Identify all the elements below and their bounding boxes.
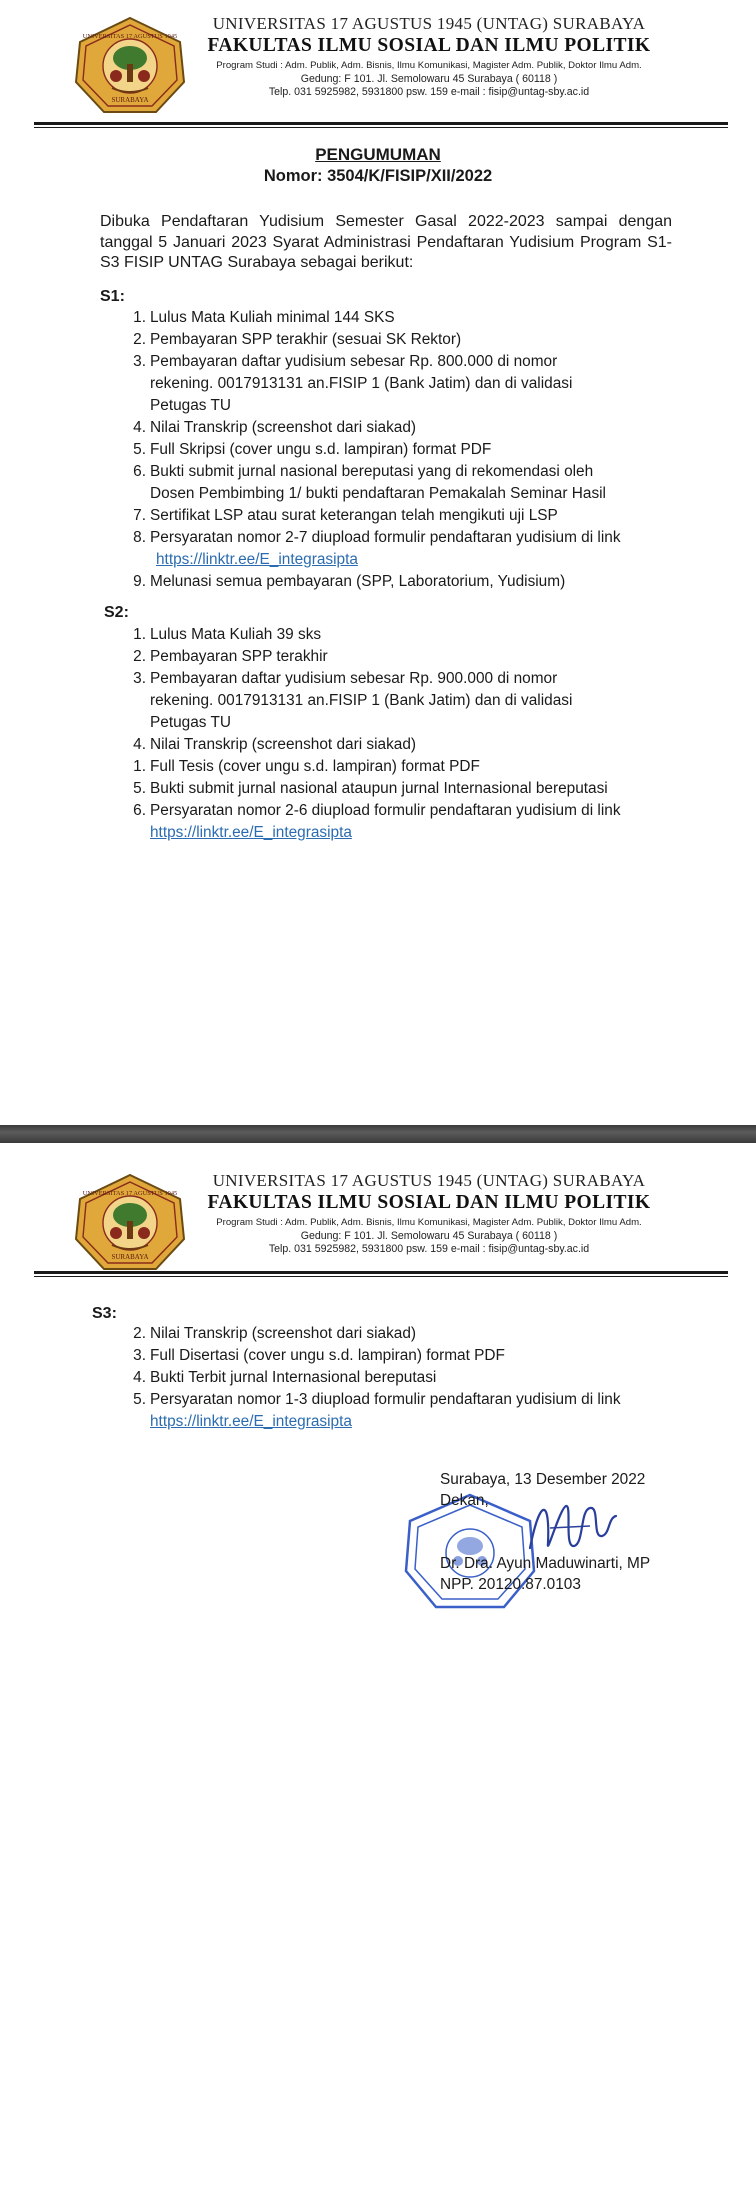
- s3-requirements-list: [133, 1323, 710, 1433]
- letterhead-rule: [34, 1271, 728, 1274]
- university-name: UNIVERSITAS 17 AGUSTUS 1945 (UNTAG) SURABAYA: [212, 1171, 646, 1190]
- item-text-line: Pembayaran daftar yudisium sebesar Rp. 900.000 di nomor: [150, 670, 558, 687]
- s2-requirement-item: [133, 624, 690, 646]
- contact-info: Telp. 031 5925982, 5931800 psw. 159 e-mail : fisip@untag-sby.ac.id: [268, 86, 590, 98]
- signature-name: Dr. Dra. Ayun Maduwinarti, MP: [440, 1555, 651, 1572]
- item-number: 4.: [133, 419, 146, 436]
- logo-bottom-text: SURABAYA: [111, 96, 149, 104]
- item-text-line: Lulus Mata Kuliah 39 sks: [150, 626, 322, 643]
- s3-requirement-item: [133, 1345, 710, 1367]
- logo-bottom-text: SURABAYA: [111, 1253, 149, 1261]
- s2-requirement-item: [133, 756, 690, 778]
- s2-requirement-item: [133, 646, 690, 668]
- item-number: 1.: [133, 758, 146, 775]
- s1-requirement-item: [133, 417, 690, 439]
- study-programs: Program Studi : Adm. Publik, Adm. Bisnis, Ilmu Komunikasi, Magister Adm. Publik, Doktor Ilmu Adm.: [216, 1217, 642, 1228]
- item-number: 5.: [133, 780, 146, 797]
- s3-requirement-item: [133, 1367, 710, 1389]
- s2-requirement-item: [133, 800, 690, 844]
- signature-block: [440, 1469, 700, 1595]
- university-logo-icon: [72, 16, 188, 116]
- item-number: 7.: [133, 507, 146, 524]
- s1-requirement-item: [133, 351, 690, 417]
- item-number: 4.: [133, 1369, 146, 1386]
- faculty-name: FAKULTAS ILMU SOSIAL DAN ILMU POLITIK: [207, 35, 651, 56]
- item-text-line: rekening. 0017913131 an.FISIP 1 (Bank Jatim) dan di validasi: [150, 692, 573, 709]
- letterhead-rule-thin: [34, 127, 728, 128]
- s2-requirement-item: [133, 734, 690, 756]
- s3-requirement-item: [133, 1389, 710, 1433]
- item-number: 6.: [133, 802, 146, 819]
- s2-requirement-item: [133, 668, 690, 734]
- signature-npp: NPP. 20120.87.0103: [440, 1576, 581, 1593]
- item-number: 2.: [133, 648, 146, 665]
- faculty-name: FAKULTAS ILMU SOSIAL DAN ILMU POLITIK: [207, 1192, 651, 1213]
- document-page-2: [0, 1143, 756, 2190]
- item-number: 8.: [133, 529, 146, 546]
- item-text-line: Bukti Terbit jurnal Internasional bereputasi: [150, 1369, 437, 1386]
- s1-requirement-item: [133, 329, 690, 351]
- item-text-line: Melunasi semua pembayaran (SPP, Laboratorium, Yudisium): [150, 573, 566, 590]
- university-logo-icon: [72, 1173, 188, 1273]
- announcement-title: PENGUMUMAN: [315, 145, 441, 164]
- item-number: 3.: [133, 670, 146, 687]
- item-number: 4.: [133, 736, 146, 753]
- s1-requirement-item: [133, 439, 690, 461]
- item-number: 2.: [133, 1325, 146, 1342]
- s1-label: S1:: [100, 288, 125, 305]
- item-text-line: rekening. 0017913131 an.FISIP 1 (Bank Jatim) dan di validasi: [150, 375, 573, 392]
- item-text-line: Persyaratan nomor 1-3 diupload formulir pendaftaran yudisium di link: [150, 1391, 621, 1408]
- item-number: 5.: [133, 441, 146, 458]
- item-number: 5.: [133, 1391, 146, 1408]
- item-number: 9.: [133, 573, 146, 590]
- item-number: 6.: [133, 463, 146, 480]
- logo-top-text: UNIVERSITAS 17 AGUSTUS 1945: [82, 1190, 178, 1197]
- letterhead-rule-thin: [34, 1276, 728, 1277]
- item-text-line: Sertifikat LSP atau surat keterangan telah mengikuti uji LSP: [150, 507, 558, 524]
- item-text-line: Petugas TU: [150, 397, 231, 414]
- s1-requirement-item: [133, 307, 690, 329]
- letterhead-text: [194, 14, 664, 98]
- item-text-line: Full Skripsi (cover ungu s.d. lampiran) format PDF: [150, 441, 492, 458]
- item-text-line: Nilai Transkrip (screenshot dari siakad): [150, 1325, 417, 1342]
- university-name: UNIVERSITAS 17 AGUSTUS 1945 (UNTAG) SURABAYA: [212, 14, 646, 33]
- address: Gedung: F 101. Jl. Semolowaru 45 Surabaya ( 60118 ): [300, 73, 558, 85]
- item-text-line: Persyaratan nomor 2-7 diupload formulir pendaftaran yudisium di link: [150, 529, 621, 546]
- item-text-line: Full Tesis (cover ungu s.d. lampiran) format PDF: [150, 758, 480, 775]
- s1-requirement-item: [133, 571, 690, 593]
- s2-requirement-item: [133, 778, 690, 800]
- address: Gedung: F 101. Jl. Semolowaru 45 Surabaya ( 60118 ): [300, 1230, 558, 1242]
- item-text-line: Dosen Pembimbing 1/ bukti pendaftaran Pemakalah Seminar Hasil: [150, 485, 606, 502]
- s2-label: S2:: [104, 604, 129, 621]
- item-text-line: Bukti submit jurnal nasional ataupun jurnal Internasional bereputasi: [150, 780, 608, 797]
- s2-requirements-list: [133, 624, 690, 844]
- letterhead-text: [194, 1171, 664, 1255]
- item-number: 3.: [133, 353, 146, 370]
- letterhead-page-2: [0, 1167, 756, 1285]
- item-number: 2.: [133, 331, 146, 348]
- announcement-heading: [0, 145, 756, 186]
- item-text-line: Lulus Mata Kuliah minimal 144 SKS: [150, 309, 395, 326]
- upload-form-link[interactable]: https://linktr.ee/E_integrasipta: [150, 1413, 352, 1430]
- s3-label: S3:: [92, 1305, 117, 1322]
- page-separator: [0, 1125, 756, 1143]
- item-text-line: Pembayaran daftar yudisium sebesar Rp. 800.000 di nomor: [150, 353, 558, 370]
- upload-form-link[interactable]: https://linktr.ee/E_integrasipta: [150, 824, 352, 841]
- item-number: 3.: [133, 1347, 146, 1364]
- contact-info: Telp. 031 5925982, 5931800 psw. 159 e-mail : fisip@untag-sby.ac.id: [268, 1243, 590, 1255]
- s1-requirements-list: [133, 307, 690, 593]
- upload-form-link[interactable]: https://linktr.ee/E_integrasipta: [156, 551, 358, 568]
- letterhead-rule: [34, 122, 728, 125]
- s3-requirement-item: [133, 1323, 710, 1345]
- letterhead: [0, 10, 756, 128]
- item-text-line: Nilai Transkrip (screenshot dari siakad): [150, 736, 417, 753]
- s1-requirement-item: [133, 505, 690, 527]
- announcement-intro: Dibuka Pendaftaran Yudisium Semester Gasal 2022-2023 sampai dengan tanggal 5 Januari 2023 Syarat Administrasi Pendaftaran Yudisium Program S1-S3 FISIP UNTAG Surabaya sebagai berikut:: [100, 213, 672, 271]
- s1-requirement-item: [133, 527, 690, 571]
- item-text-line: Pembayaran SPP terakhir (sesuai SK Rektor): [150, 331, 462, 348]
- signature-place-date: Surabaya, 13 Desember 2022: [440, 1471, 646, 1488]
- study-programs: Program Studi : Adm. Publik, Adm. Bisnis, Ilmu Komunikasi, Magister Adm. Publik, Doktor Ilmu Adm.: [216, 60, 642, 71]
- announcement-number: Nomor: 3504/K/FISIP/XII/2022: [263, 167, 493, 185]
- item-text-line: Bukti submit jurnal nasional bereputasi yang di rekomendasi oleh: [150, 463, 594, 480]
- item-number: 1.: [133, 309, 146, 326]
- s1-requirement-item: [133, 461, 690, 505]
- signature-role: Dekan,: [440, 1492, 489, 1509]
- logo-top-text: UNIVERSITAS 17 AGUSTUS 1945: [82, 33, 178, 40]
- item-text-line: Petugas TU: [150, 714, 231, 731]
- item-number: 1.: [133, 626, 146, 643]
- item-text-line: Pembayaran SPP terakhir: [150, 648, 328, 665]
- item-text-line: Full Disertasi (cover ungu s.d. lampiran) format PDF: [150, 1347, 505, 1364]
- item-text-line: Nilai Transkrip (screenshot dari siakad): [150, 419, 417, 436]
- item-text-line: Persyaratan nomor 2-6 diupload formulir pendaftaran yudisium di link: [150, 802, 621, 819]
